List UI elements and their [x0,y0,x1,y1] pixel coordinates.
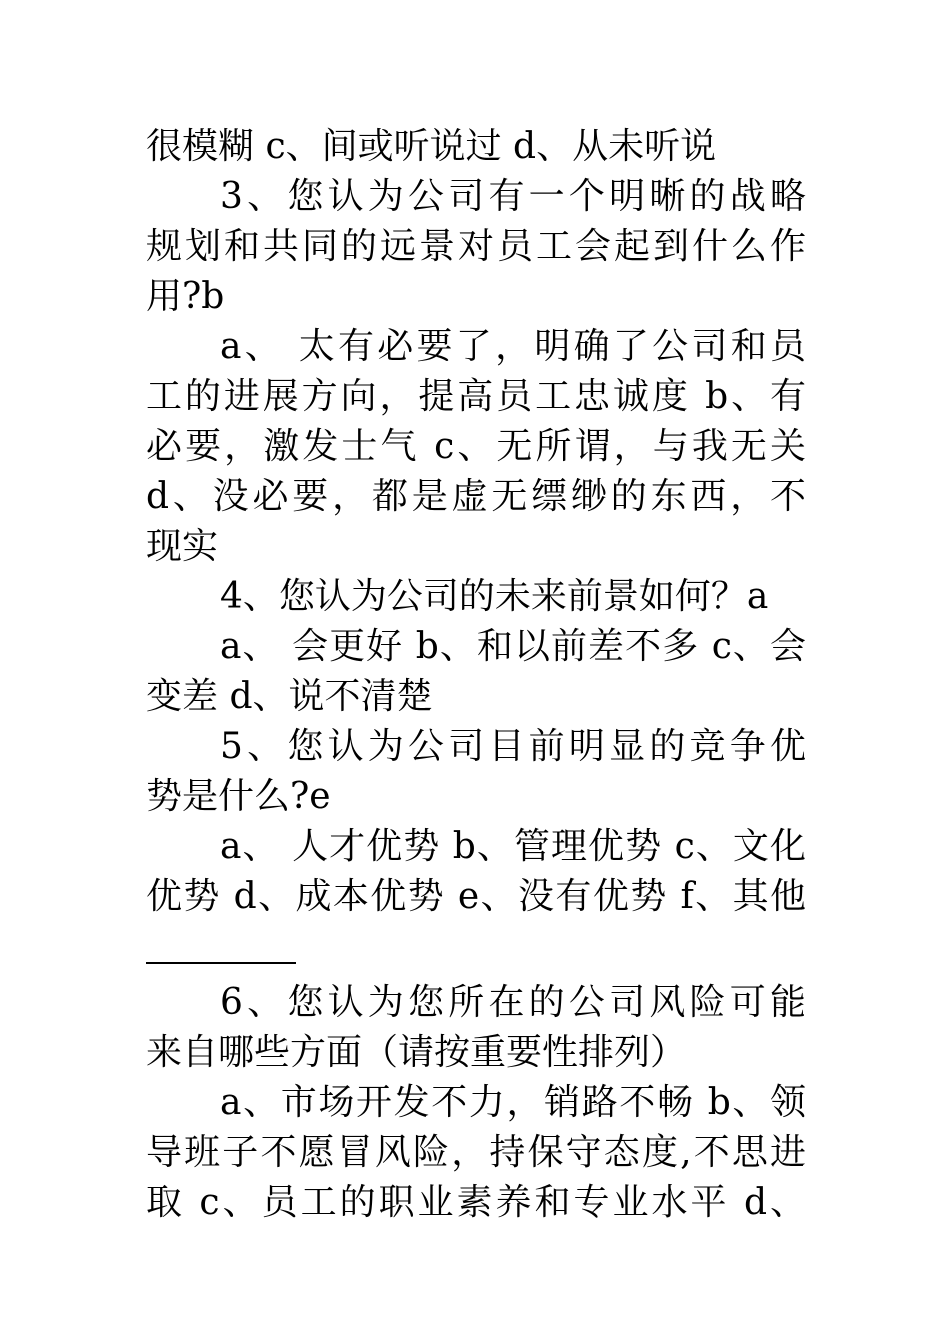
text-line: 很模糊 c、间或听说过 d、从未听说 [146,126,717,167]
question-3: 3、您认为公司有一个明晰的战略 [220,176,806,217]
text-line: 取 c、员工的职业素养和专业水平 d、 [146,1182,806,1223]
question-5: 5、您认为公司目前明显的竞争优 [220,726,806,767]
text-line: 工的进展方向，提高员工忠诚度 b、有 [146,376,806,417]
text-line: 导班子不愿冒风险，持保守态度,不思进 [146,1132,806,1173]
text-line: 现实 [146,526,219,567]
blank-fill-line [146,962,296,964]
text-line: 必要，激发士气 c、无所谓，与我无关 [146,426,806,467]
text-line: 来自哪些方面（请按重要性排列） [146,1032,687,1073]
question-3-options: a、 太有必要了，明确了公司和员 [220,326,806,367]
question-6: 6、您认为您所在的公司风险可能 [220,982,806,1023]
question-5-options: a、 人才优势 b、管理优势 c、文化 [220,826,806,867]
text-line: 规划和共同的远景对员工会起到什么作 [146,226,806,267]
question-4-options: a、 会更好 b、和以前差不多 c、会 [220,626,806,667]
text-line: 优势 d、成本优势 e、没有优势 f、其他 [146,876,806,917]
text-line: 变差 d、说不清楚 [146,676,433,717]
text-line: d、没必要，都是虚无缥缈的东西，不 [146,476,806,517]
text-line: 势是什么?e [146,776,331,817]
question-6-options: a、市场开发不力，销路不畅 b、领 [220,1082,806,1123]
document-body [146,122,806,1228]
text-line: 用?b [146,276,225,317]
question-4: 4、您认为公司的未来前景如何？a [220,576,769,617]
